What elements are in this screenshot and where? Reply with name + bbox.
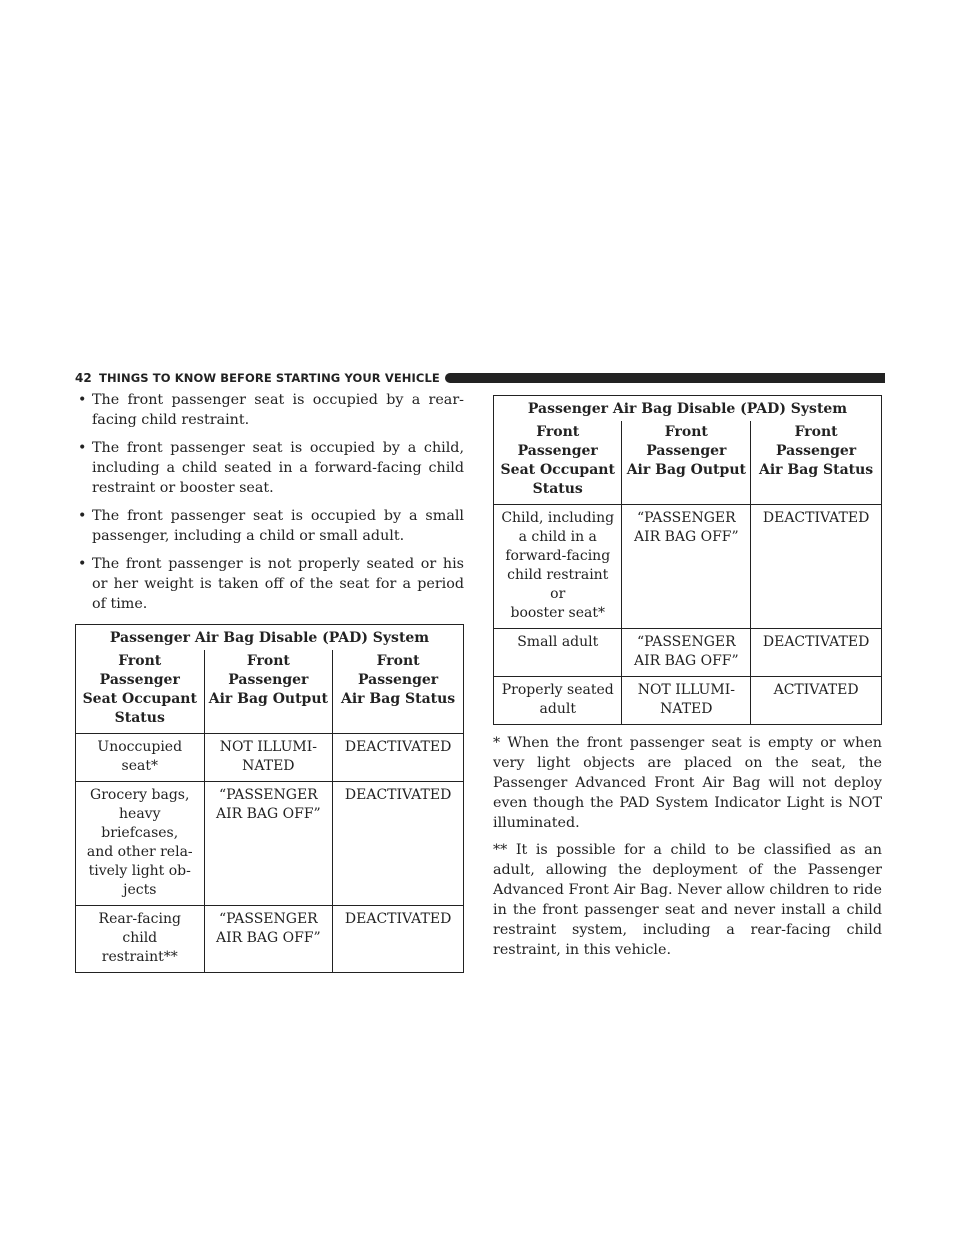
footnote-single-asterisk: * When the front passenger seat is empty or when very light objects are placed on the seat, the Passenger Advanced Front Air Bag will not deploy even though the PAD System Indicator Light is NOT illuminated.	[493, 735, 882, 831]
table-cell: “PASSENGER AIR BAG OFF”	[204, 782, 333, 906]
table-cell: “PASSENGER AIR BAG OFF”	[622, 629, 751, 677]
column-header: Front Passenger Air Bag Output	[622, 421, 751, 505]
table-cell: Child, including a child in a forward-facing child restraint or booster seat*	[494, 505, 622, 629]
bullet-text: The front passenger seat is occupied by a child, including a child seated in a forward-facing child restraint or booster seat.	[92, 440, 464, 496]
table-row	[76, 734, 464, 782]
table-cell: DEACTIVATED	[333, 906, 464, 973]
list-item	[75, 438, 464, 498]
column-header: Front Passenger Air Bag Status	[333, 650, 464, 734]
table-cell: NOT ILLUMI- NATED	[622, 677, 751, 725]
table-cell: ACTIVATED	[751, 677, 882, 725]
table-cell: DEACTIVATED	[751, 629, 882, 677]
column-header: Front Passenger Air Bag Status	[751, 421, 882, 505]
page-header	[75, 371, 885, 385]
bullet-text: The front passenger seat is occupied by a rear-facing child restraint.	[92, 392, 464, 428]
table-cell: DEACTIVATED	[333, 734, 464, 782]
footnotes	[493, 733, 882, 960]
right-column	[493, 395, 882, 967]
bullet-icon: •	[78, 392, 87, 408]
header-rule	[445, 373, 885, 383]
footnote-double-asterisk: ** It is possible for a child to be classified as an adult, allowing the deployment of the Passenger Advanced Front Air Bag. Never allow children to ride in the front passenger seat and never install a child restraint system, including a rear-facing child restraint, in this vehicle.	[493, 842, 882, 958]
bullet-text: The front passenger is not properly seated or his or her weight is taken off of the seat for a period of time.	[92, 556, 464, 612]
table-cell: Rear-facing child restraint**	[76, 906, 205, 973]
table-cell: Grocery bags, heavy briefcases, and other rela- tively light ob- jects	[76, 782, 205, 906]
left-column	[75, 390, 464, 973]
table-title: Passenger Air Bag Disable (PAD) System	[76, 625, 464, 651]
table-cell: Small adult	[494, 629, 622, 677]
section-title: THINGS TO KNOW BEFORE STARTING YOUR VEHICLE	[99, 371, 440, 385]
table-row	[494, 629, 882, 677]
table-cell: “PASSENGER AIR BAG OFF”	[204, 906, 333, 973]
table-cell: NOT ILLUMI- NATED	[204, 734, 333, 782]
list-item	[75, 390, 464, 430]
table-title: Passenger Air Bag Disable (PAD) System	[494, 396, 882, 422]
table-row	[76, 906, 464, 973]
list-item	[75, 506, 464, 546]
pad-table-right	[493, 395, 882, 725]
table-cell: DEACTIVATED	[333, 782, 464, 906]
table-row	[494, 677, 882, 725]
bullet-text: The front passenger seat is occupied by a small passenger, including a child or small adult.	[92, 508, 464, 544]
table-row	[494, 505, 882, 629]
bullet-icon: •	[78, 556, 87, 572]
table-cell: DEACTIVATED	[751, 505, 882, 629]
table-cell: Properly seated adult	[494, 677, 622, 725]
column-header: Front Passenger Seat Occupant Status	[76, 650, 205, 734]
bullet-icon: •	[78, 508, 87, 524]
list-item	[75, 554, 464, 614]
column-header: Front Passenger Air Bag Output	[204, 650, 333, 734]
bullet-icon: •	[78, 440, 87, 456]
table-row	[76, 782, 464, 906]
table-cell: Unoccupied seat*	[76, 734, 205, 782]
table-cell: “PASSENGER AIR BAG OFF”	[622, 505, 751, 629]
column-header: Front Passenger Seat Occupant Status	[494, 421, 622, 505]
pad-table-left	[75, 624, 464, 973]
page-number: 42	[75, 371, 92, 385]
bullet-list	[75, 390, 464, 614]
